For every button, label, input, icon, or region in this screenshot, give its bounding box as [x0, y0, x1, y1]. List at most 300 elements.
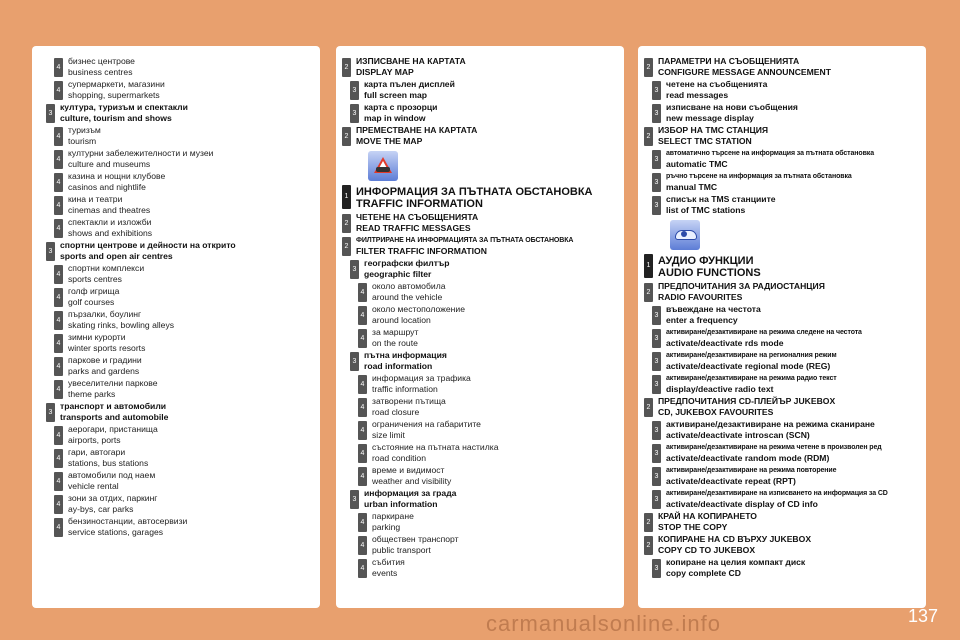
menu-item-text — [658, 281, 920, 303]
menu-item-level-4 — [354, 419, 618, 441]
label-bulgarian: активиране/дезактивиране на режима радио текст — [666, 375, 837, 382]
label-bulgarian: ИЗБОР НА TMC СТАНЦИЯ — [658, 125, 769, 135]
level-badge: 3 — [652, 559, 661, 578]
menu-item-text — [356, 56, 618, 78]
label-bulgarian: активиране/дезактивиране на режима сканиране — [666, 419, 875, 429]
level-badge: 3 — [652, 375, 661, 394]
label-bulgarian: голф игрища — [68, 286, 120, 296]
label-english: activate/deactivate introscan (SCN) — [666, 430, 810, 440]
menu-item-text — [68, 194, 314, 216]
label-english: road closure — [372, 407, 420, 417]
menu-item-text — [68, 263, 314, 285]
level-badge: 2 — [644, 398, 653, 417]
label-bulgarian: активиране/дезактивиране на регионалния режим — [666, 352, 837, 359]
level-badge: 4 — [54, 334, 63, 353]
label-english: transports and automobile — [60, 412, 169, 422]
label-english: activate/deactivate random mode (RDM) — [666, 453, 830, 463]
traffic-warning-icon — [368, 151, 398, 181]
menu-item-level-3 — [656, 148, 920, 170]
label-bulgarian: спортни центрове и дейности на открито — [60, 240, 236, 250]
level-badge: 3 — [350, 352, 359, 371]
label-bulgarian: около автомобила — [372, 281, 446, 291]
menu-item-text — [60, 240, 314, 262]
menu-item-text — [364, 350, 618, 372]
level-badge: 4 — [358, 421, 367, 440]
label-bulgarian: активиране/дезактивиране на режима четене в произволен ред — [666, 444, 882, 451]
level-badge: 4 — [358, 283, 367, 302]
label-english: list of TMC stations — [666, 205, 746, 215]
label-english: display/deactive radio text — [666, 384, 774, 394]
menu-item-text — [658, 56, 920, 78]
label-english: enter a frequency — [666, 315, 738, 325]
level-badge: 4 — [358, 375, 367, 394]
menu-item-text — [364, 79, 618, 101]
level-badge: 3 — [652, 352, 661, 371]
menu-item-text — [68, 148, 314, 170]
label-bulgarian: ПРЕМЕСТВАНЕ НА КАРТАТА — [356, 125, 478, 135]
level-badge: 4 — [54, 518, 63, 537]
level-badge: 3 — [652, 306, 661, 325]
level-badge: 4 — [54, 449, 63, 468]
label-bulgarian: казина и нощни клубове — [68, 171, 166, 181]
menu-item-text — [68, 378, 314, 400]
level-badge: 2 — [342, 58, 351, 77]
menu-item-text — [666, 465, 920, 487]
level-badge: 4 — [54, 196, 63, 215]
level-badge: 4 — [358, 444, 367, 463]
level-badge: 3 — [652, 81, 661, 100]
menu-item-level-4 — [354, 304, 618, 326]
label-bulgarian: ЧЕТЕНЕ НА СЪОБЩЕНИЯТА — [356, 212, 479, 222]
label-english: activate/deactivate display of CD info — [666, 499, 818, 509]
menu-item-level-3 — [656, 557, 920, 579]
menu-item-text — [364, 102, 618, 124]
level-badge: 4 — [358, 559, 367, 578]
label-english: road condition — [372, 453, 426, 463]
menu-item-text — [68, 493, 314, 515]
menu-item-level-3 — [656, 327, 920, 349]
level-badge: 4 — [54, 127, 63, 146]
label-english: events — [372, 568, 398, 578]
menu-item-text — [364, 258, 618, 280]
level-badge: 3 — [652, 173, 661, 192]
menu-item-level-2 — [344, 56, 618, 78]
label-english: size limit — [372, 430, 405, 440]
label-english: tourism — [68, 136, 97, 146]
menu-item-level-4 — [354, 534, 618, 556]
menu-item-level-4 — [354, 327, 618, 349]
label-bulgarian: изписване на нови съобщения — [666, 102, 798, 112]
label-bulgarian: географски филтър — [364, 258, 450, 268]
menu-item-level-4 — [50, 125, 314, 147]
menu-item-level-4 — [50, 332, 314, 354]
menu-item-text — [60, 401, 314, 423]
label-english: golf courses — [68, 297, 115, 307]
menu-item-text — [666, 171, 920, 193]
menu-item-level-1 — [646, 252, 920, 280]
label-bulgarian: транспорт и автомобили — [60, 401, 167, 411]
label-english: shows and exhibitions — [68, 228, 153, 238]
label-bulgarian: ПРЕДПОЧИТАНИЯ CD-ПЛЕЙЪР JUKEBOX — [658, 396, 836, 406]
menu-item-text — [666, 419, 920, 441]
menu-item-text — [68, 79, 314, 101]
level-badge: 2 — [342, 214, 351, 233]
label-bulgarian: култура, туризъм и спектакли — [60, 102, 188, 112]
menu-column-1 — [32, 46, 320, 608]
level-badge: 2 — [342, 237, 351, 256]
label-english: culture and museums — [68, 159, 151, 169]
menu-item-level-3 — [656, 350, 920, 372]
level-badge: 1 — [342, 185, 351, 209]
label-bulgarian: активиране/дезактивиране на режима следене на честота — [666, 329, 862, 336]
label-english: new message display — [666, 113, 754, 123]
label-english: casinos and nightlife — [68, 182, 146, 192]
label-english: weather and visibility — [372, 476, 452, 486]
menu-item-level-4 — [354, 281, 618, 303]
level-badge: 3 — [350, 260, 359, 279]
menu-item-level-3 — [656, 419, 920, 441]
label-bulgarian: КРАЙ НА КОПИРАНЕТО — [658, 511, 757, 521]
menu-column-3 — [638, 46, 926, 608]
label-bulgarian: активиране/дезактивиране на режима повторение — [666, 467, 837, 474]
menu-item-level-4 — [50, 309, 314, 331]
label-english: READ TRAFFIC MESSAGES — [356, 223, 471, 233]
level-badge: 4 — [358, 513, 367, 532]
label-english: read messages — [666, 90, 729, 100]
label-english: geographic filter — [364, 269, 432, 279]
menu-item-text — [372, 327, 618, 349]
menu-item-text — [68, 217, 314, 239]
label-bulgarian: активиране/дезактивиране на изписването на информация за CD — [666, 490, 888, 497]
label-english: sports and open air centres — [60, 251, 173, 261]
menu-item-text — [68, 332, 314, 354]
level-badge: 2 — [644, 513, 653, 532]
label-bulgarian: въвеждане на честота — [666, 304, 761, 314]
menu-item-level-3 — [354, 350, 618, 372]
menu-item-level-4 — [50, 447, 314, 469]
menu-item-level-4 — [50, 378, 314, 400]
label-bulgarian: културни забележителности и музеи — [68, 148, 214, 158]
menu-item-level-4 — [354, 511, 618, 533]
label-bulgarian: време и видимост — [372, 465, 445, 475]
menu-item-level-3 — [354, 102, 618, 124]
label-bulgarian: за маршрут — [372, 327, 419, 337]
level-badge: 4 — [54, 265, 63, 284]
menu-item-level-3 — [656, 442, 920, 464]
level-badge: 4 — [358, 398, 367, 417]
level-badge: 3 — [652, 490, 661, 509]
menu-column-2 — [336, 46, 624, 608]
label-english: public transport — [372, 545, 431, 555]
menu-item-level-4 — [354, 465, 618, 487]
menu-item-text — [68, 309, 314, 331]
menu-item-level-4 — [50, 79, 314, 101]
level-badge: 2 — [644, 283, 653, 302]
menu-item-level-4 — [50, 194, 314, 216]
level-badge: 3 — [350, 490, 359, 509]
menu-item-text — [68, 125, 314, 147]
level-badge: 4 — [54, 150, 63, 169]
label-bulgarian: автоматично търсене на информация за пътната обстановка — [666, 150, 875, 157]
label-english: parks and gardens — [68, 366, 140, 376]
menu-item-text — [68, 355, 314, 377]
menu-item-text — [372, 419, 618, 441]
audio-disc-icon — [670, 220, 700, 250]
label-english: skating rinks, bowling alleys — [68, 320, 175, 330]
label-english: activate/deactivate repeat (RPT) — [666, 476, 796, 486]
menu-item-text — [666, 194, 920, 216]
label-bulgarian: ръчно търсене на информация за пътната обстановка — [666, 173, 852, 180]
level-badge: 3 — [46, 403, 55, 422]
label-bulgarian: информация за града — [364, 488, 457, 498]
label-english: cinemas and theatres — [68, 205, 151, 215]
menu-item-level-4 — [50, 171, 314, 193]
level-badge: 4 — [358, 467, 367, 486]
menu-item-text — [68, 447, 314, 469]
menu-item-level-2 — [344, 235, 618, 257]
menu-item-level-4 — [50, 286, 314, 308]
level-badge: 2 — [644, 536, 653, 555]
level-badge: 3 — [652, 467, 661, 486]
menu-item-text — [372, 396, 618, 418]
level-badge: 4 — [54, 380, 63, 399]
label-bulgarian: ПАРАМЕТРИ НА СЪОБЩЕНИЯТА — [658, 56, 800, 66]
menu-item-level-3 — [656, 465, 920, 487]
label-bulgarian: около местоположение — [372, 304, 465, 314]
menu-item-level-3 — [656, 194, 920, 216]
menu-item-level-2 — [344, 125, 618, 147]
menu-item-text — [666, 102, 920, 124]
label-english: map in window — [364, 113, 426, 123]
menu-item-level-4 — [354, 557, 618, 579]
menu-item-level-4 — [50, 493, 314, 515]
label-bulgarian: кина и театри — [68, 194, 123, 204]
menu-item-text — [372, 465, 618, 487]
menu-item-level-3 — [354, 258, 618, 280]
level-badge: 4 — [358, 329, 367, 348]
label-bulgarian: АУДИО ФУНКЦИИ — [658, 255, 754, 267]
label-bulgarian: автомобили под наем — [68, 470, 156, 480]
menu-item-text — [666, 373, 920, 395]
label-bulgarian: обществен транспорт — [372, 534, 459, 544]
level-badge: 3 — [652, 421, 661, 440]
menu-item-level-4 — [50, 148, 314, 170]
label-bulgarian: супермаркети, магазини — [68, 79, 165, 89]
level-badge: 3 — [46, 242, 55, 261]
menu-item-level-4 — [50, 56, 314, 78]
label-english: MOVE THE MAP — [356, 136, 423, 146]
label-english: airports, ports — [68, 435, 121, 445]
label-bulgarian: копиране на целия компакт диск — [666, 557, 806, 567]
menu-item-level-2 — [646, 534, 920, 556]
label-bulgarian: туризъм — [68, 125, 101, 135]
menu-item-level-3 — [656, 373, 920, 395]
level-badge: 1 — [644, 254, 653, 278]
level-badge: 2 — [342, 127, 351, 146]
menu-item-level-3 — [656, 304, 920, 326]
label-bulgarian: карта с прозорци — [364, 102, 438, 112]
menu-item-text — [364, 488, 618, 510]
label-english: CD, JUKEBOX FAVOURITES — [658, 407, 774, 417]
menu-item-text — [68, 56, 314, 78]
label-bulgarian: зимни курорти — [68, 332, 126, 342]
menu-item-text — [658, 511, 920, 533]
menu-item-level-4 — [50, 263, 314, 285]
label-bulgarian: ИЗПИСВАНЕ НА КАРТАТА — [356, 56, 466, 66]
level-badge: 4 — [54, 81, 63, 100]
label-english: full screen map — [364, 90, 428, 100]
label-bulgarian: паркове и градини — [68, 355, 142, 365]
menu-item-text — [666, 442, 920, 464]
level-badge: 4 — [358, 306, 367, 325]
menu-item-text — [658, 534, 920, 556]
label-bulgarian: зони за отдих, паркинг — [68, 493, 158, 503]
level-badge: 4 — [54, 495, 63, 514]
label-bulgarian: ИНФОРМАЦИЯ ЗА ПЪТНАТА ОБСТАНОВКА — [356, 186, 593, 198]
label-bulgarian: увеселителни паркове — [68, 378, 158, 388]
menu-item-level-3 — [656, 488, 920, 510]
menu-item-level-4 — [354, 396, 618, 418]
label-bulgarian: КОПИРАНЕ НА CD ВЪРХУ JUKEBOX — [658, 534, 812, 544]
label-english: FILTER TRAFFIC INFORMATION — [356, 246, 487, 256]
page-number: 137 — [907, 606, 938, 626]
menu-item-level-3 — [354, 488, 618, 510]
label-bulgarian: пътна информация — [364, 350, 447, 360]
label-english: DISPLAY MAP — [356, 67, 414, 77]
level-badge: 4 — [54, 288, 63, 307]
label-english: around location — [372, 315, 431, 325]
menu-item-text — [356, 235, 618, 257]
menu-item-text — [356, 212, 618, 234]
menu-item-text — [356, 183, 618, 210]
label-bulgarian: информация за трафика — [372, 373, 471, 383]
label-bulgarian: спектакли и изложби — [68, 217, 152, 227]
level-badge: 2 — [644, 127, 653, 146]
label-bulgarian: паркиране — [372, 511, 414, 521]
menu-item-level-2 — [646, 56, 920, 78]
menu-item-level-4 — [50, 516, 314, 538]
label-english: culture, tourism and shows — [60, 113, 172, 123]
label-english: business centres — [68, 67, 133, 77]
menu-item-text — [60, 102, 314, 124]
watermark: carmanualsonline.info — [486, 611, 722, 636]
level-badge: 3 — [652, 150, 661, 169]
label-bulgarian: затворени пътища — [372, 396, 446, 406]
menu-item-level-3 — [50, 102, 314, 124]
label-bulgarian: бензиностанции, автосервизи — [68, 516, 188, 526]
label-bulgarian: ФИЛТРИРАНЕ НА ИНФОРМАЦИЯТА ЗА ПЪТНАТА ОБСТАНОВКА — [356, 237, 574, 244]
level-badge: 3 — [652, 104, 661, 123]
level-badge: 3 — [46, 104, 55, 123]
menu-item-text — [372, 442, 618, 464]
label-bulgarian: ограничения на габаритите — [372, 419, 481, 429]
menu-item-level-4 — [50, 424, 314, 446]
menu-item-level-2 — [646, 281, 920, 303]
label-english: theme parks — [68, 389, 116, 399]
label-english: around the vehicle — [372, 292, 443, 302]
menu-item-text — [666, 79, 920, 101]
label-english: COPY CD TO JUKEBOX — [658, 545, 756, 555]
menu-item-text — [666, 148, 920, 170]
menu-item-text — [68, 516, 314, 538]
label-english: copy complete CD — [666, 568, 741, 578]
level-badge: 4 — [54, 426, 63, 445]
level-badge: 2 — [644, 58, 653, 77]
level-badge: 4 — [54, 311, 63, 330]
menu-item-level-3 — [656, 102, 920, 124]
level-badge: 4 — [54, 219, 63, 238]
level-badge: 3 — [652, 329, 661, 348]
label-bulgarian: карта пълен дисплей — [364, 79, 455, 89]
label-bulgarian: четене на съобщенията — [666, 79, 768, 89]
menu-item-text — [658, 396, 920, 418]
level-badge: 3 — [350, 104, 359, 123]
level-badge: 4 — [54, 472, 63, 491]
label-english: traffic information — [372, 384, 438, 394]
menu-item-level-4 — [50, 217, 314, 239]
menu-item-text — [372, 304, 618, 326]
menu-item-text — [68, 424, 314, 446]
level-badge: 4 — [54, 173, 63, 192]
menu-item-text — [666, 327, 920, 349]
menu-item-text — [372, 534, 618, 556]
level-badge: 4 — [358, 536, 367, 555]
menu-item-level-3 — [354, 79, 618, 101]
label-english: shopping, supermarkets — [68, 90, 160, 100]
menu-item-level-3 — [50, 401, 314, 423]
menu-item-text — [666, 350, 920, 372]
label-english: winter sports resorts — [68, 343, 146, 353]
menu-item-level-2 — [646, 511, 920, 533]
label-english: parking — [372, 522, 401, 532]
level-badge: 3 — [652, 444, 661, 463]
menu-item-text — [372, 373, 618, 395]
label-english: SELECT TMC STATION — [658, 136, 752, 146]
menu-item-level-4 — [50, 355, 314, 377]
label-bulgarian: спортни комплекси — [68, 263, 145, 273]
label-english: manual TMC — [666, 182, 718, 192]
level-badge: 3 — [652, 196, 661, 215]
label-english: activate/deactivate rds mode — [666, 338, 784, 348]
label-english: ay-bys, car parks — [68, 504, 134, 514]
label-bulgarian: ПРЕДПОЧИТАНИЯ ЗА РАДИОСТАНЦИЯ — [658, 281, 825, 291]
menu-item-text — [372, 281, 618, 303]
label-english: sports centres — [68, 274, 122, 284]
label-bulgarian: пързалки, боулинг — [68, 309, 142, 319]
menu-item-text — [658, 252, 920, 279]
level-badge: 4 — [54, 58, 63, 77]
label-bulgarian: гари, автогари — [68, 447, 126, 457]
menu-item-level-4 — [354, 442, 618, 464]
label-bulgarian: събития — [372, 557, 405, 567]
menu-item-level-4 — [50, 470, 314, 492]
label-english: automatic TMC — [666, 159, 728, 169]
menu-item-text — [666, 488, 920, 510]
label-english: road information — [364, 361, 433, 371]
menu-item-level-2 — [344, 212, 618, 234]
label-english: service stations, garages — [68, 527, 164, 537]
menu-item-text — [356, 125, 618, 147]
label-english: CONFIGURE MESSAGE ANNOUNCEMENT — [658, 67, 831, 77]
label-bulgarian: състояние на пътната настилка — [372, 442, 499, 452]
menu-item-text — [68, 286, 314, 308]
label-bulgarian: бизнес центрове — [68, 56, 135, 66]
menu-item-level-3 — [656, 79, 920, 101]
menu-item-text — [68, 171, 314, 193]
menu-item-text — [666, 304, 920, 326]
label-bulgarian: списък на TMS станциите — [666, 194, 776, 204]
menu-item-level-3 — [656, 171, 920, 193]
